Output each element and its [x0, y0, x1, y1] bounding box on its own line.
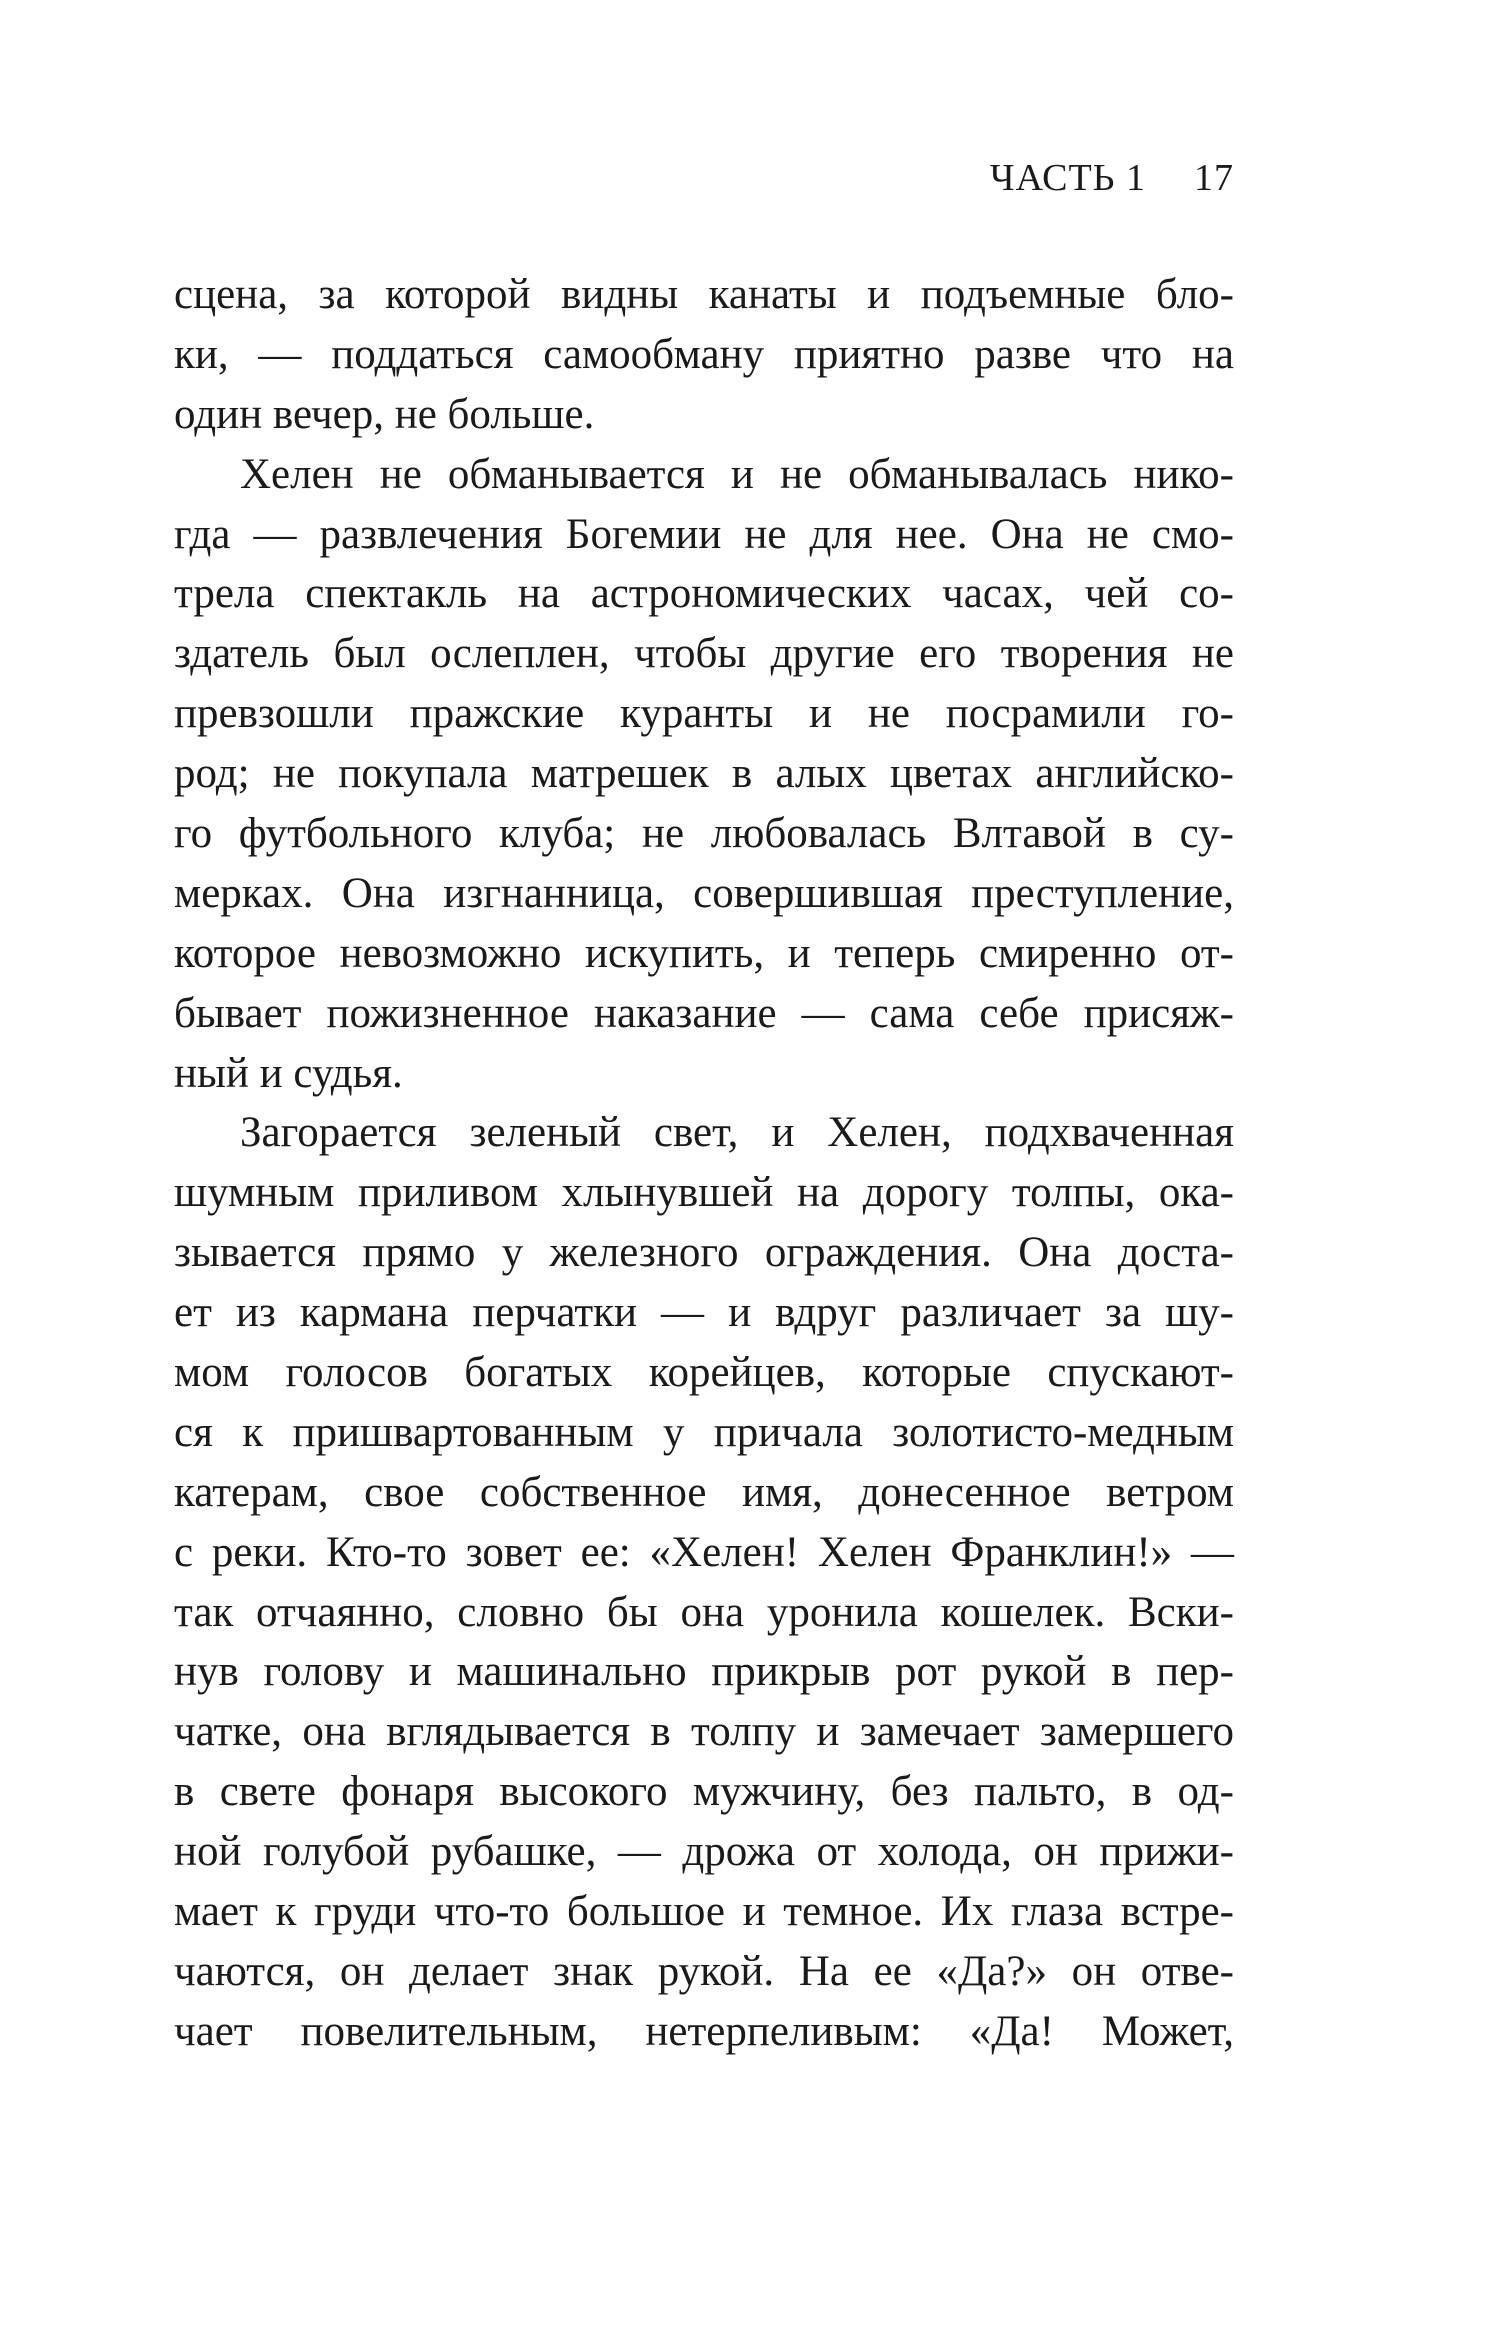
- text-line: один вечер, не больше.: [174, 390, 595, 438]
- text-line: чаются, он делает знак рукой. На ее «Да?» он отве-: [174, 1947, 1234, 1995]
- text-line: Загорается зеленый свет, и Хелен, подхваченная: [240, 1109, 1234, 1157]
- text-line: здатель был ослеплен, чтобы другие его творения не: [174, 630, 1234, 678]
- text-line: сцена, за которой видны канаты и подъемные бло-: [174, 271, 1234, 318]
- text-line: ный и судья.: [174, 1049, 403, 1097]
- text-line: шумным приливом хлынувшей на дорогу толпы, ока-: [174, 1169, 1234, 1217]
- text-line: гда — развлечения Богемии не для нее. Она не смо-: [174, 510, 1234, 558]
- text-line: ки, — поддаться самообману приятно разве что на: [174, 330, 1234, 378]
- text-line: ся к пришвартованным у причала золотисто-медным: [174, 1408, 1234, 1456]
- text-line: превзошли пражские куранты и не посрамили го-: [174, 690, 1234, 738]
- text-line: ет из кармана перчатки — и вдруг различает за шу-: [174, 1289, 1234, 1337]
- text-line: чает повелительным, нетерпеливым: «Да! Может,: [174, 2007, 1234, 2055]
- text-line: зывается прямо у железного ограждения. Она доста-: [174, 1229, 1234, 1277]
- text-line: род; не покупала матрешек в алых цветах английско-: [174, 750, 1234, 798]
- part-title: ЧАСТЬ 1: [989, 157, 1146, 199]
- text-line: трела спектакль на астрономических часах, чей со-: [174, 570, 1234, 618]
- running-header: [990, 156, 1234, 200]
- text-line: с реки. Кто-то зовет ее: «Хелен! Хелен Франклин!» —: [174, 1528, 1234, 1576]
- text-line: мерках. Она изгнанница, совершившая преступление,: [174, 869, 1234, 917]
- text-line: нув голову и машинально прикрыв рот рукой в пер-: [174, 1648, 1234, 1696]
- text-line: чатке, она вглядывается в толпу и замечает замершего: [174, 1708, 1234, 1756]
- text-line: мом голосов богатых корейцев, которые спускают-: [174, 1349, 1234, 1397]
- text-line: которое невозможно искупить, и теперь смиренно от-: [174, 929, 1234, 977]
- text-line: так отчаянно, словно бы она уронила кошелек. Вски-: [174, 1588, 1234, 1636]
- text-line: бывает пожизненное наказание — сама себе присяж-: [174, 989, 1234, 1037]
- text-line: ной голубой рубашке, — дрожа от холода, он прижи-: [174, 1828, 1234, 1876]
- text-line: мает к груди что-то большое и темное. Их глаза встре-: [174, 1888, 1234, 1936]
- text-line: го футбольного клуба; не любовалась Влтавой в су-: [174, 810, 1234, 858]
- text-line: катерам, свое собственное имя, донесенное ветром: [174, 1468, 1234, 1516]
- body-text: [174, 265, 1234, 2062]
- page-number: 17: [1194, 157, 1234, 199]
- text-line: Хелен не обманывается и не обманывалась нико-: [240, 450, 1234, 498]
- text-line: в свете фонаря высокого мужчину, без пальто, в од-: [174, 1768, 1234, 1816]
